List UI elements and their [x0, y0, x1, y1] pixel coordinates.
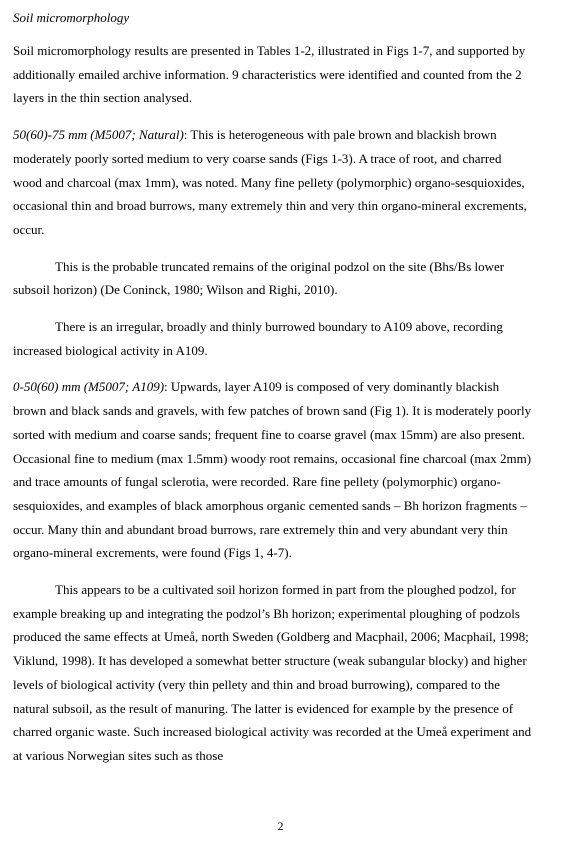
document-page	[13, 9, 533, 781]
paragraph-interpretation-podzol	[13, 255, 533, 302]
paragraph-intro	[13, 39, 533, 110]
layer-label-natural: 50(60)-75 mm (M5007; Natural)	[13, 127, 184, 143]
section-heading: Soil micromorphology	[13, 10, 130, 25]
paragraph-text: : Upwards, layer A109 is composed of very dominantly blackish brown and black sands and gravels, with few patches of brown sand (Fig 1). It is moderately poorly sorted with medium and coarse sands; frequent fine to coarse gravel (max 15mm) are also present. Occasional fine to medium (max 1.5mm) woody root remains, occasional fine charcoal (max 2mm) and trace amounts of fungal sclerotia, were recorded. Rare fine pellety (polymorphic) organo-sesquioxides, and examples of black amorphous organic cemented sands – Bh horizon fragments – occur. Many thin and abundant broad burrows, rare extremely thin and very abundant very thin organo-mineral excrements, were found (Figs 1, 4-7).	[13, 379, 532, 561]
page-number: 2	[277, 819, 284, 833]
paragraph-boundary	[13, 315, 533, 362]
paragraph-text: This is the probable truncated remains of the original podzol on the site (Bhs/Bs lower subsoil horizon) (De Coninck, 1980; Wilson and Righi, 2010).	[13, 258, 505, 298]
paragraph-natural-layer	[13, 123, 533, 242]
layer-label-a109: 0-50(60) mm (M5007; A109)	[13, 379, 165, 395]
paragraph-text: This appears to be a cultivated soil horizon formed in part from the ploughed podzol, for example breaking up and integrating the podzol’s Bh horizon; experimental ploughing of podzols produced the same effects at Umeå, north Sweden (Goldberg and Macphail, 2006; Macphail, 1998; Viklund, 1998). It has developed a somewhat better structure (weak subangular blocky) and higher levels of biological activity (very thin pellety and thin and broad burrowing), compared to the natural subsoil, as the result of manuring. The latter is evidenced for example by the presence of charred organic waste. Such increased biological activity was recorded at the Umeå experiment and at various Norwegian sites such as those	[13, 582, 532, 763]
paragraph-text: Soil micromorphology results are presented in Tables 1-2, illustrated in Figs 1-7, and supported by additionally emailed archive information. 9 characteristics were identified and counted from the 2 layers in the thin section analysed.	[13, 43, 526, 106]
paragraph-text: There is an irregular, broadly and thinly burrowed boundary to A109 above, recording increased biological activity in A109.	[13, 319, 503, 358]
paragraph-interpretation-cultivated	[13, 578, 533, 768]
paragraph-a109-layer	[13, 375, 533, 565]
paragraph-text: : This is heterogeneous with pale brown and blackish brown moderately poorly sorted medium to very coarse sands (Figs 1-3). A trace of root, and charred wood and charcoal (max 1mm), was noted. Many fine pellety (polymorphic) organo-sesquioxides, occasional thin and broad burrows, many extremely thin and very thin organo-mineral excrements, occur.	[13, 127, 527, 237]
